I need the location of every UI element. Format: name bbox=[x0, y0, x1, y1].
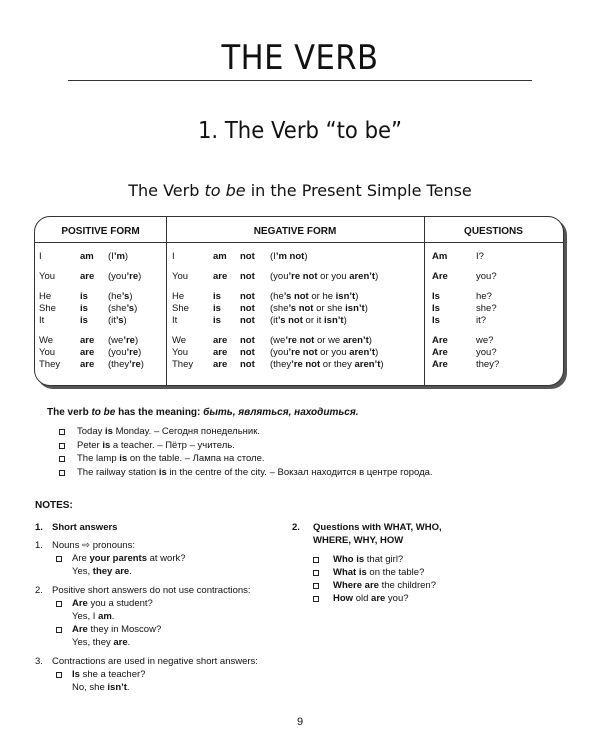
table-cell-q-verb: Are bbox=[432, 271, 448, 282]
checkbox-icon bbox=[59, 456, 65, 462]
table-cell-n-verb: am bbox=[213, 251, 227, 262]
table-cell-n-not: not bbox=[240, 347, 255, 358]
table-cell-n-not: not bbox=[240, 359, 255, 370]
question-example bbox=[333, 554, 403, 565]
note-example bbox=[72, 611, 114, 622]
example-text: The railway station bbox=[77, 466, 159, 478]
table-cell-q-pron: it? bbox=[476, 315, 487, 326]
notes-heading-number: 1. bbox=[35, 522, 43, 533]
header-divider bbox=[35, 242, 563, 243]
table-cell-p-pron: It bbox=[39, 315, 45, 326]
note-example bbox=[72, 682, 130, 693]
meaning-line bbox=[47, 407, 359, 418]
table-cell-p-verb: is bbox=[80, 303, 88, 314]
table-cell-p-verb: are bbox=[80, 359, 95, 370]
checkbox-icon bbox=[313, 583, 319, 589]
table-cell-p-pron: You bbox=[39, 347, 56, 358]
table-cell-n-con: (you’re not or you aren’t) bbox=[270, 347, 379, 358]
meaning-italic: to be bbox=[91, 407, 116, 418]
checkbox-icon bbox=[59, 429, 65, 435]
example-rest: in the centre of the city. – Вокзал находится в центре города. bbox=[166, 466, 433, 478]
table-cell-n-verb: is bbox=[213, 303, 221, 314]
table-cell-p-pron: We bbox=[39, 335, 54, 346]
example-line bbox=[77, 467, 433, 478]
example-verb: is bbox=[102, 439, 111, 451]
table-cell-q-verb: Is bbox=[432, 291, 440, 302]
table-cell-n-not: not bbox=[240, 335, 255, 346]
note-example-bold: Is bbox=[72, 669, 80, 680]
table-cell-p-con: (I’m) bbox=[108, 251, 129, 262]
question-rest: on the table? bbox=[366, 567, 425, 578]
checkbox-icon bbox=[313, 570, 319, 576]
table-cell-q-pron: she? bbox=[476, 303, 497, 314]
table-cell-n-not: not bbox=[240, 251, 255, 262]
example-rest: on the table. – Лампа на столе. bbox=[127, 453, 265, 464]
note-example-post: . bbox=[111, 611, 115, 622]
note-example-pre: Yes, bbox=[72, 566, 93, 577]
page-title: THE VERB bbox=[221, 38, 379, 78]
notes-heading-line1: Questions with WHAT, WHO, bbox=[313, 522, 442, 533]
table-cell-n-verb: are bbox=[213, 359, 228, 370]
table-title-post: in the Present Simple Tense bbox=[245, 181, 472, 200]
table-cell-n-pron: You bbox=[172, 347, 189, 358]
table-cell-p-verb: am bbox=[80, 251, 94, 262]
meaning-pre: The verb bbox=[47, 407, 92, 418]
table-cell-n-pron: He bbox=[172, 291, 185, 302]
table-cell-p-pron: He bbox=[39, 291, 52, 302]
table-cell-n-not: not bbox=[240, 303, 255, 314]
example-rest: a teacher. – Пётр – учитель. bbox=[110, 439, 235, 451]
table-cell-q-verb: Are bbox=[432, 335, 448, 346]
table-cell-n-con: (he’s not or he isn’t) bbox=[270, 291, 359, 302]
question-example bbox=[333, 593, 409, 604]
question-word: Where are bbox=[333, 580, 379, 591]
checkbox-icon bbox=[56, 556, 62, 562]
question-verb: are bbox=[371, 593, 386, 604]
note-number: 1. bbox=[35, 540, 43, 551]
note-example-post: they in Moscow? bbox=[87, 624, 162, 635]
table-cell-n-pron: She bbox=[172, 303, 189, 314]
question-example bbox=[333, 567, 424, 578]
table-cell-n-not: not bbox=[240, 315, 255, 326]
table-cell-n-verb: is bbox=[213, 291, 221, 302]
example-verb: is bbox=[105, 426, 113, 437]
note-text: Nouns ⇨ pronouns: bbox=[52, 540, 135, 551]
example-line bbox=[77, 426, 260, 437]
header-negative: NEGATIVE FORM bbox=[253, 226, 337, 237]
example-verb: is bbox=[158, 466, 167, 478]
table-cell-p-pron: They bbox=[39, 359, 61, 370]
notes-title: NOTES: bbox=[35, 500, 73, 511]
notes-heading-number: 2. bbox=[292, 522, 300, 533]
table-cell-q-verb: Am bbox=[432, 251, 448, 262]
table-cell-p-pron: You bbox=[39, 271, 56, 282]
note-example-post: you a student? bbox=[87, 598, 153, 609]
table-cell-q-pron: he? bbox=[476, 291, 492, 302]
note-example-bold: your parents bbox=[89, 553, 147, 564]
note-example-post: . bbox=[127, 637, 131, 648]
checkbox-icon bbox=[59, 470, 65, 476]
table-cell-n-verb: are bbox=[213, 335, 228, 346]
checkbox-icon bbox=[313, 557, 319, 563]
note-example-pre: Yes, I bbox=[72, 611, 99, 622]
notes-heading-line2: WHERE, WHY, HOW bbox=[313, 535, 404, 546]
header-questions: QUESTIONS bbox=[464, 226, 523, 237]
example-text: Peter bbox=[77, 439, 103, 451]
table-cell-n-con: (it’s not or it isn’t) bbox=[270, 315, 347, 326]
note-example-bold: am bbox=[98, 611, 112, 622]
example-line bbox=[77, 440, 235, 451]
table-title-pre: The Verb bbox=[128, 181, 205, 200]
table-cell-n-verb: is bbox=[213, 315, 221, 326]
table-cell-n-pron: I bbox=[172, 251, 175, 262]
example-verb: is bbox=[119, 453, 128, 464]
table-cell-n-not: not bbox=[240, 291, 255, 302]
table-cell-q-verb: Is bbox=[432, 303, 440, 314]
table-cell-p-verb: are bbox=[80, 271, 95, 282]
table-cell-p-con: (they’re) bbox=[108, 359, 144, 370]
note-example-bold: Are bbox=[72, 624, 88, 635]
table-cell-p-con: (it’s) bbox=[108, 315, 127, 326]
table-cell-p-verb: is bbox=[80, 315, 88, 326]
question-example bbox=[333, 580, 436, 591]
table-cell-n-verb: are bbox=[213, 271, 228, 282]
checkbox-icon bbox=[59, 443, 65, 449]
question-rest: old bbox=[353, 593, 372, 604]
note-example-bold: they are bbox=[92, 566, 130, 577]
header-positive: POSITIVE FORM bbox=[61, 226, 140, 237]
table-cell-n-con: (I’m not) bbox=[270, 251, 308, 262]
table-cell-n-pron: You bbox=[172, 271, 189, 282]
title-divider bbox=[68, 80, 532, 81]
note-example bbox=[72, 566, 132, 577]
note-example bbox=[72, 669, 145, 680]
table-cell-p-pron: She bbox=[39, 303, 56, 314]
note-text: Positive short answers do not use contractions: bbox=[52, 585, 251, 596]
table-cell-p-con: (you’re) bbox=[108, 271, 142, 282]
page-number: 9 bbox=[296, 716, 304, 728]
table-cell-q-pron: you? bbox=[476, 347, 497, 358]
table-cell-p-verb: is bbox=[80, 291, 88, 302]
table-cell-n-pron: We bbox=[172, 335, 187, 346]
example-text: The lamp bbox=[77, 453, 120, 464]
table-cell-n-not: not bbox=[240, 271, 255, 282]
meaning-russian: быть, являться, находиться. bbox=[203, 407, 359, 418]
question-word: How bbox=[333, 593, 354, 604]
checkbox-icon bbox=[313, 596, 319, 602]
checkbox-icon bbox=[56, 601, 62, 607]
table-cell-n-verb: are bbox=[213, 347, 228, 358]
table-cell-n-con: (we’re not or we aren’t) bbox=[270, 335, 372, 346]
table-cell-q-verb: Are bbox=[432, 347, 448, 358]
note-number: 3. bbox=[35, 656, 43, 667]
note-example bbox=[72, 624, 161, 635]
table-title-italic: to be bbox=[204, 181, 246, 200]
table-cell-n-pron: It bbox=[172, 315, 178, 326]
table-cell-n-con: (you’re not or you aren’t) bbox=[270, 271, 379, 282]
table-cell-q-verb: Are bbox=[432, 359, 448, 370]
table-title bbox=[0, 181, 600, 200]
table-cell-p-con: (you’re) bbox=[108, 347, 142, 358]
table-cell-q-pron: you? bbox=[476, 271, 497, 282]
note-example-post: she a teacher? bbox=[79, 669, 146, 680]
note-example-bold: Are bbox=[72, 598, 88, 609]
table-cell-p-pron: I bbox=[39, 251, 42, 262]
table-cell-p-con: (he’s) bbox=[108, 291, 133, 302]
table-cell-n-con: (she’s not or she isn’t) bbox=[270, 303, 368, 314]
table-cell-p-con: (we’re) bbox=[108, 335, 139, 346]
note-number: 2. bbox=[35, 585, 43, 596]
note-text: Contractions are used in negative short answers: bbox=[52, 656, 258, 667]
example-text: Today bbox=[77, 426, 105, 437]
note-example-bold: are bbox=[113, 637, 128, 648]
note-example-pre: Yes, they bbox=[72, 637, 114, 648]
meaning-post: has the meaning: bbox=[115, 407, 204, 418]
note-example-pre: No, she bbox=[72, 682, 108, 693]
note-example bbox=[72, 637, 130, 648]
note-example-bold: isn’t bbox=[107, 682, 127, 693]
note-example-post: at work? bbox=[146, 553, 186, 564]
question-rest: the children? bbox=[378, 580, 436, 591]
table-cell-p-verb: are bbox=[80, 347, 95, 358]
notes-heading: Short answers bbox=[52, 522, 118, 533]
question-rest: that girl? bbox=[364, 554, 404, 565]
note-example bbox=[72, 553, 186, 564]
example-line bbox=[77, 453, 265, 464]
note-example-pre: Are bbox=[72, 553, 90, 564]
section-title: 1. The Verb “to be” bbox=[197, 118, 403, 144]
note-example bbox=[72, 598, 153, 609]
table-cell-p-verb: are bbox=[80, 335, 95, 346]
checkbox-icon bbox=[56, 672, 62, 678]
checkbox-icon bbox=[56, 627, 62, 633]
note-example-post: . bbox=[126, 682, 130, 693]
table-cell-p-con: (she’s) bbox=[108, 303, 138, 314]
table-cell-q-pron: we? bbox=[476, 335, 494, 346]
table-cell-q-pron: they? bbox=[476, 359, 500, 370]
table-cell-n-pron: They bbox=[172, 359, 194, 370]
table-cell-q-pron: I? bbox=[476, 251, 484, 262]
note-example-post: . bbox=[129, 566, 132, 577]
table-cell-q-verb: Is bbox=[432, 315, 440, 326]
question-word: Who is bbox=[333, 554, 365, 565]
question-end: you? bbox=[385, 593, 409, 604]
question-word: What is bbox=[333, 567, 367, 578]
example-rest: Monday. – Сегодня понедельник. bbox=[112, 426, 261, 437]
table-cell-n-con: (they’re not or they aren’t) bbox=[270, 359, 384, 370]
